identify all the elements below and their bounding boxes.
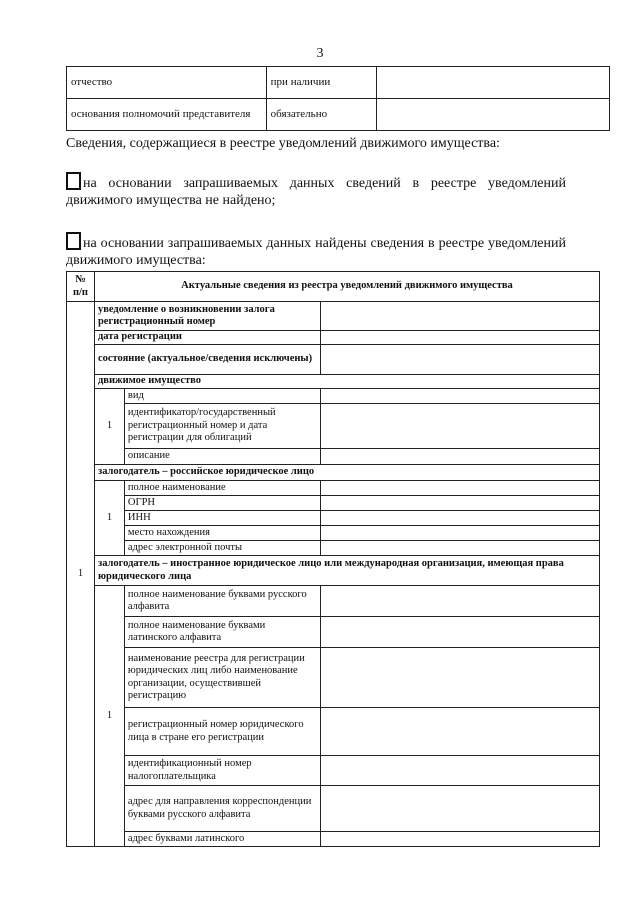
field-label: полное наименование — [124, 481, 320, 496]
table-row — [67, 99, 610, 131]
field-label: полное наименование буквами латинского алфавита — [124, 617, 320, 648]
value-cell — [320, 648, 599, 708]
table-row — [67, 345, 600, 375]
col-info-header: Актуальные сведения из реестра уведомлений движимого имущества — [94, 272, 599, 302]
table-row — [67, 786, 600, 832]
table-header-row — [67, 272, 600, 302]
field-label: отчество — [67, 67, 267, 99]
value-cell — [320, 331, 599, 345]
field-label: адрес буквами латинского — [124, 832, 320, 847]
value-cell — [320, 481, 599, 496]
table-row — [67, 832, 600, 847]
field-label: ОГРН — [124, 496, 320, 511]
table-row — [67, 389, 600, 404]
field-label: описание — [124, 449, 320, 465]
value-cell — [320, 708, 599, 756]
value-cell — [320, 586, 599, 617]
value-cell — [320, 404, 599, 449]
section-row — [67, 556, 600, 586]
table-row — [67, 404, 600, 449]
sub-number: 1 — [94, 586, 124, 847]
value-cell — [320, 526, 599, 541]
option-not-found — [66, 172, 566, 209]
field-label: адрес электронной почты — [124, 541, 320, 556]
value-cell — [376, 99, 609, 131]
checkbox-not-found[interactable] — [66, 172, 81, 190]
table-row — [67, 708, 600, 756]
movable-property-title: движимое имущество — [94, 375, 599, 389]
option-found — [66, 232, 566, 269]
requirement-label: при наличии — [266, 67, 376, 99]
field-label: место нахождения — [124, 526, 320, 541]
pledgor-foreign-title: залогодатель – иностранное юридическое лицо или международная организация, имеющая права юридического лица — [94, 556, 599, 586]
status-label: состояние (актуальное/сведения исключены) — [94, 345, 320, 375]
value-cell — [320, 302, 599, 331]
table-row — [67, 526, 600, 541]
applicant-fields-table — [66, 66, 610, 131]
section-heading: Сведения, содержащиеся в реестре уведомлений движимого имущества: — [66, 136, 500, 151]
table-row — [67, 586, 600, 617]
sub-number: 1 — [94, 389, 124, 465]
row-number: 1 — [67, 302, 95, 847]
value-cell — [320, 449, 599, 465]
reg-date-label: дата регистрации — [94, 331, 320, 345]
table-row — [67, 756, 600, 786]
value-cell — [320, 511, 599, 526]
table-row — [67, 449, 600, 465]
value-cell — [320, 389, 599, 404]
field-label: полное наименование буквами русского алфавита — [124, 586, 320, 617]
col-number-header: № п/п — [67, 272, 95, 302]
page-number: 3 — [316, 46, 324, 61]
value-cell — [320, 617, 599, 648]
field-label: идентификатор/государственный регистрационный номер и дата регистрации для облигаций — [124, 404, 320, 449]
field-label: вид — [124, 389, 320, 404]
value-cell — [320, 541, 599, 556]
notice-reg-number-label: уведомление о возникновении залога регистрационный номер — [94, 302, 320, 331]
field-label: наименование реестра для регистрации юридических лиц либо наименование организации, осуществившей регистрацию — [124, 648, 320, 708]
value-cell — [320, 786, 599, 832]
value-cell — [376, 67, 609, 99]
pledgor-ru-title: залогодатель – российское юридическое лицо — [94, 465, 599, 481]
table-row — [67, 496, 600, 511]
table-row — [67, 331, 600, 345]
table-row — [67, 648, 600, 708]
option-not-found-text: на основании запрашиваемых данных сведений в реестре уведомлений движимого имущества не найдено; — [66, 176, 566, 208]
field-label: основания полномочий представителя — [67, 99, 267, 131]
table-row — [67, 302, 600, 331]
field-label: регистрационный номер юридического лица в стране его регистрации — [124, 708, 320, 756]
table-row — [67, 511, 600, 526]
field-label: идентификационный номер налогоплательщика — [124, 756, 320, 786]
section-row — [67, 375, 600, 389]
section-row — [67, 465, 600, 481]
table-row — [67, 541, 600, 556]
value-cell — [320, 345, 599, 375]
table-row — [67, 617, 600, 648]
requirement-label: обязательно — [266, 99, 376, 131]
field-label: ИНН — [124, 511, 320, 526]
option-found-text: на основании запрашиваемых данных найдены сведения в реестре уведомлений движимого имущества: — [66, 236, 566, 268]
value-cell — [320, 832, 599, 847]
value-cell — [320, 496, 599, 511]
value-cell — [320, 756, 599, 786]
table-row — [67, 481, 600, 496]
registry-table — [66, 271, 600, 847]
sub-number: 1 — [94, 481, 124, 556]
checkbox-found[interactable] — [66, 232, 81, 250]
field-label: адрес для направления корреспонденции буквами русского алфавита — [124, 786, 320, 832]
table-row — [67, 67, 610, 99]
